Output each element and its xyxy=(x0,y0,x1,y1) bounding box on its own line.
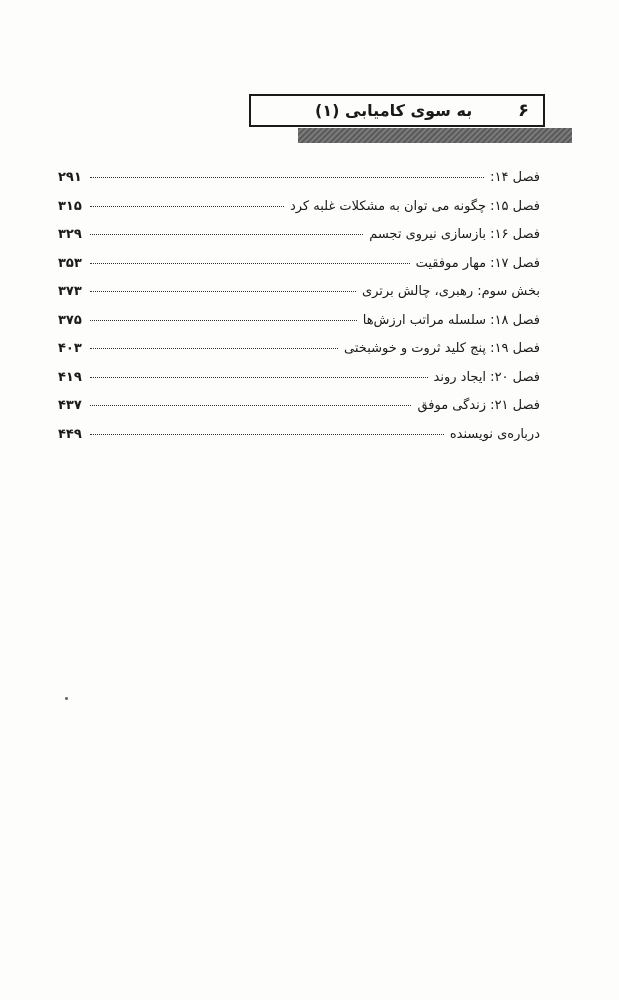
toc-entry-page: ۴۳۷ xyxy=(58,398,82,413)
header-decorative-bar xyxy=(298,128,572,143)
book-title: به سوی کامیابی (۱) xyxy=(315,101,473,120)
toc-entry xyxy=(58,313,540,342)
dot-leader xyxy=(90,234,363,235)
toc-entry xyxy=(58,227,540,256)
toc-entry-title: فصل ۱۷: مهار موفقیت xyxy=(415,255,540,271)
dot-leader xyxy=(90,320,357,321)
toc-entry xyxy=(58,256,540,285)
toc-entry-title: فصل ۱۸: سلسله مراتب ارزش‌ها xyxy=(362,312,540,328)
toc-entry-page: ۴۱۹ xyxy=(58,369,82,385)
toc-entry xyxy=(58,398,540,427)
page-number: ۶ xyxy=(518,100,529,121)
dot-leader xyxy=(90,291,356,292)
toc-entry-title: بخش سوم: رهبری، چالش برتری xyxy=(361,284,540,299)
running-header xyxy=(249,94,545,127)
toc-entry-title: فصل ۲۱: زندگی موفق xyxy=(417,398,540,413)
dot-leader xyxy=(90,405,411,406)
toc-entry xyxy=(58,199,540,228)
dot-leader xyxy=(90,377,428,378)
toc-entry-title: فصل ۱۹: پنج کلید ثروت و خوشبختی xyxy=(344,341,540,356)
dot-leader xyxy=(90,177,484,178)
toc-entry xyxy=(58,370,540,399)
toc-entry-title: فصل ۱۶: بازسازی نیروی تجسم xyxy=(369,227,540,242)
table-of-contents xyxy=(58,170,540,455)
toc-entry-page: ۳۵۳ xyxy=(58,255,82,271)
toc-entry-page: ۳۷۳ xyxy=(58,284,82,299)
toc-entry-page: ۳۲۹ xyxy=(58,227,82,242)
toc-entry-page: ۳۱۵ xyxy=(58,198,82,214)
toc-entry xyxy=(58,170,540,199)
paper-speck xyxy=(65,697,68,700)
toc-entry xyxy=(58,284,540,313)
dot-leader xyxy=(90,434,444,435)
toc-entry-title: درباره‌ی نویسنده xyxy=(449,426,540,442)
dot-leader xyxy=(90,263,410,264)
dot-leader xyxy=(90,206,284,207)
toc-entry xyxy=(58,341,540,370)
toc-entry-page: ۴۰۳ xyxy=(58,341,82,356)
toc-entry-page: ۲۹۱ xyxy=(58,170,82,185)
toc-entry-page: ۳۷۵ xyxy=(58,312,82,328)
toc-entry-title: فصل ۲۰: ایجاد روند xyxy=(433,369,540,385)
toc-entry-page: ۴۴۹ xyxy=(58,426,82,442)
toc-entry xyxy=(58,427,540,456)
toc-entry-title: فصل ۱۵: چگونه می توان به مشکلات غلبه کرد xyxy=(289,198,540,214)
dot-leader xyxy=(90,348,338,349)
toc-entry-title: فصل ۱۴: xyxy=(490,170,540,185)
